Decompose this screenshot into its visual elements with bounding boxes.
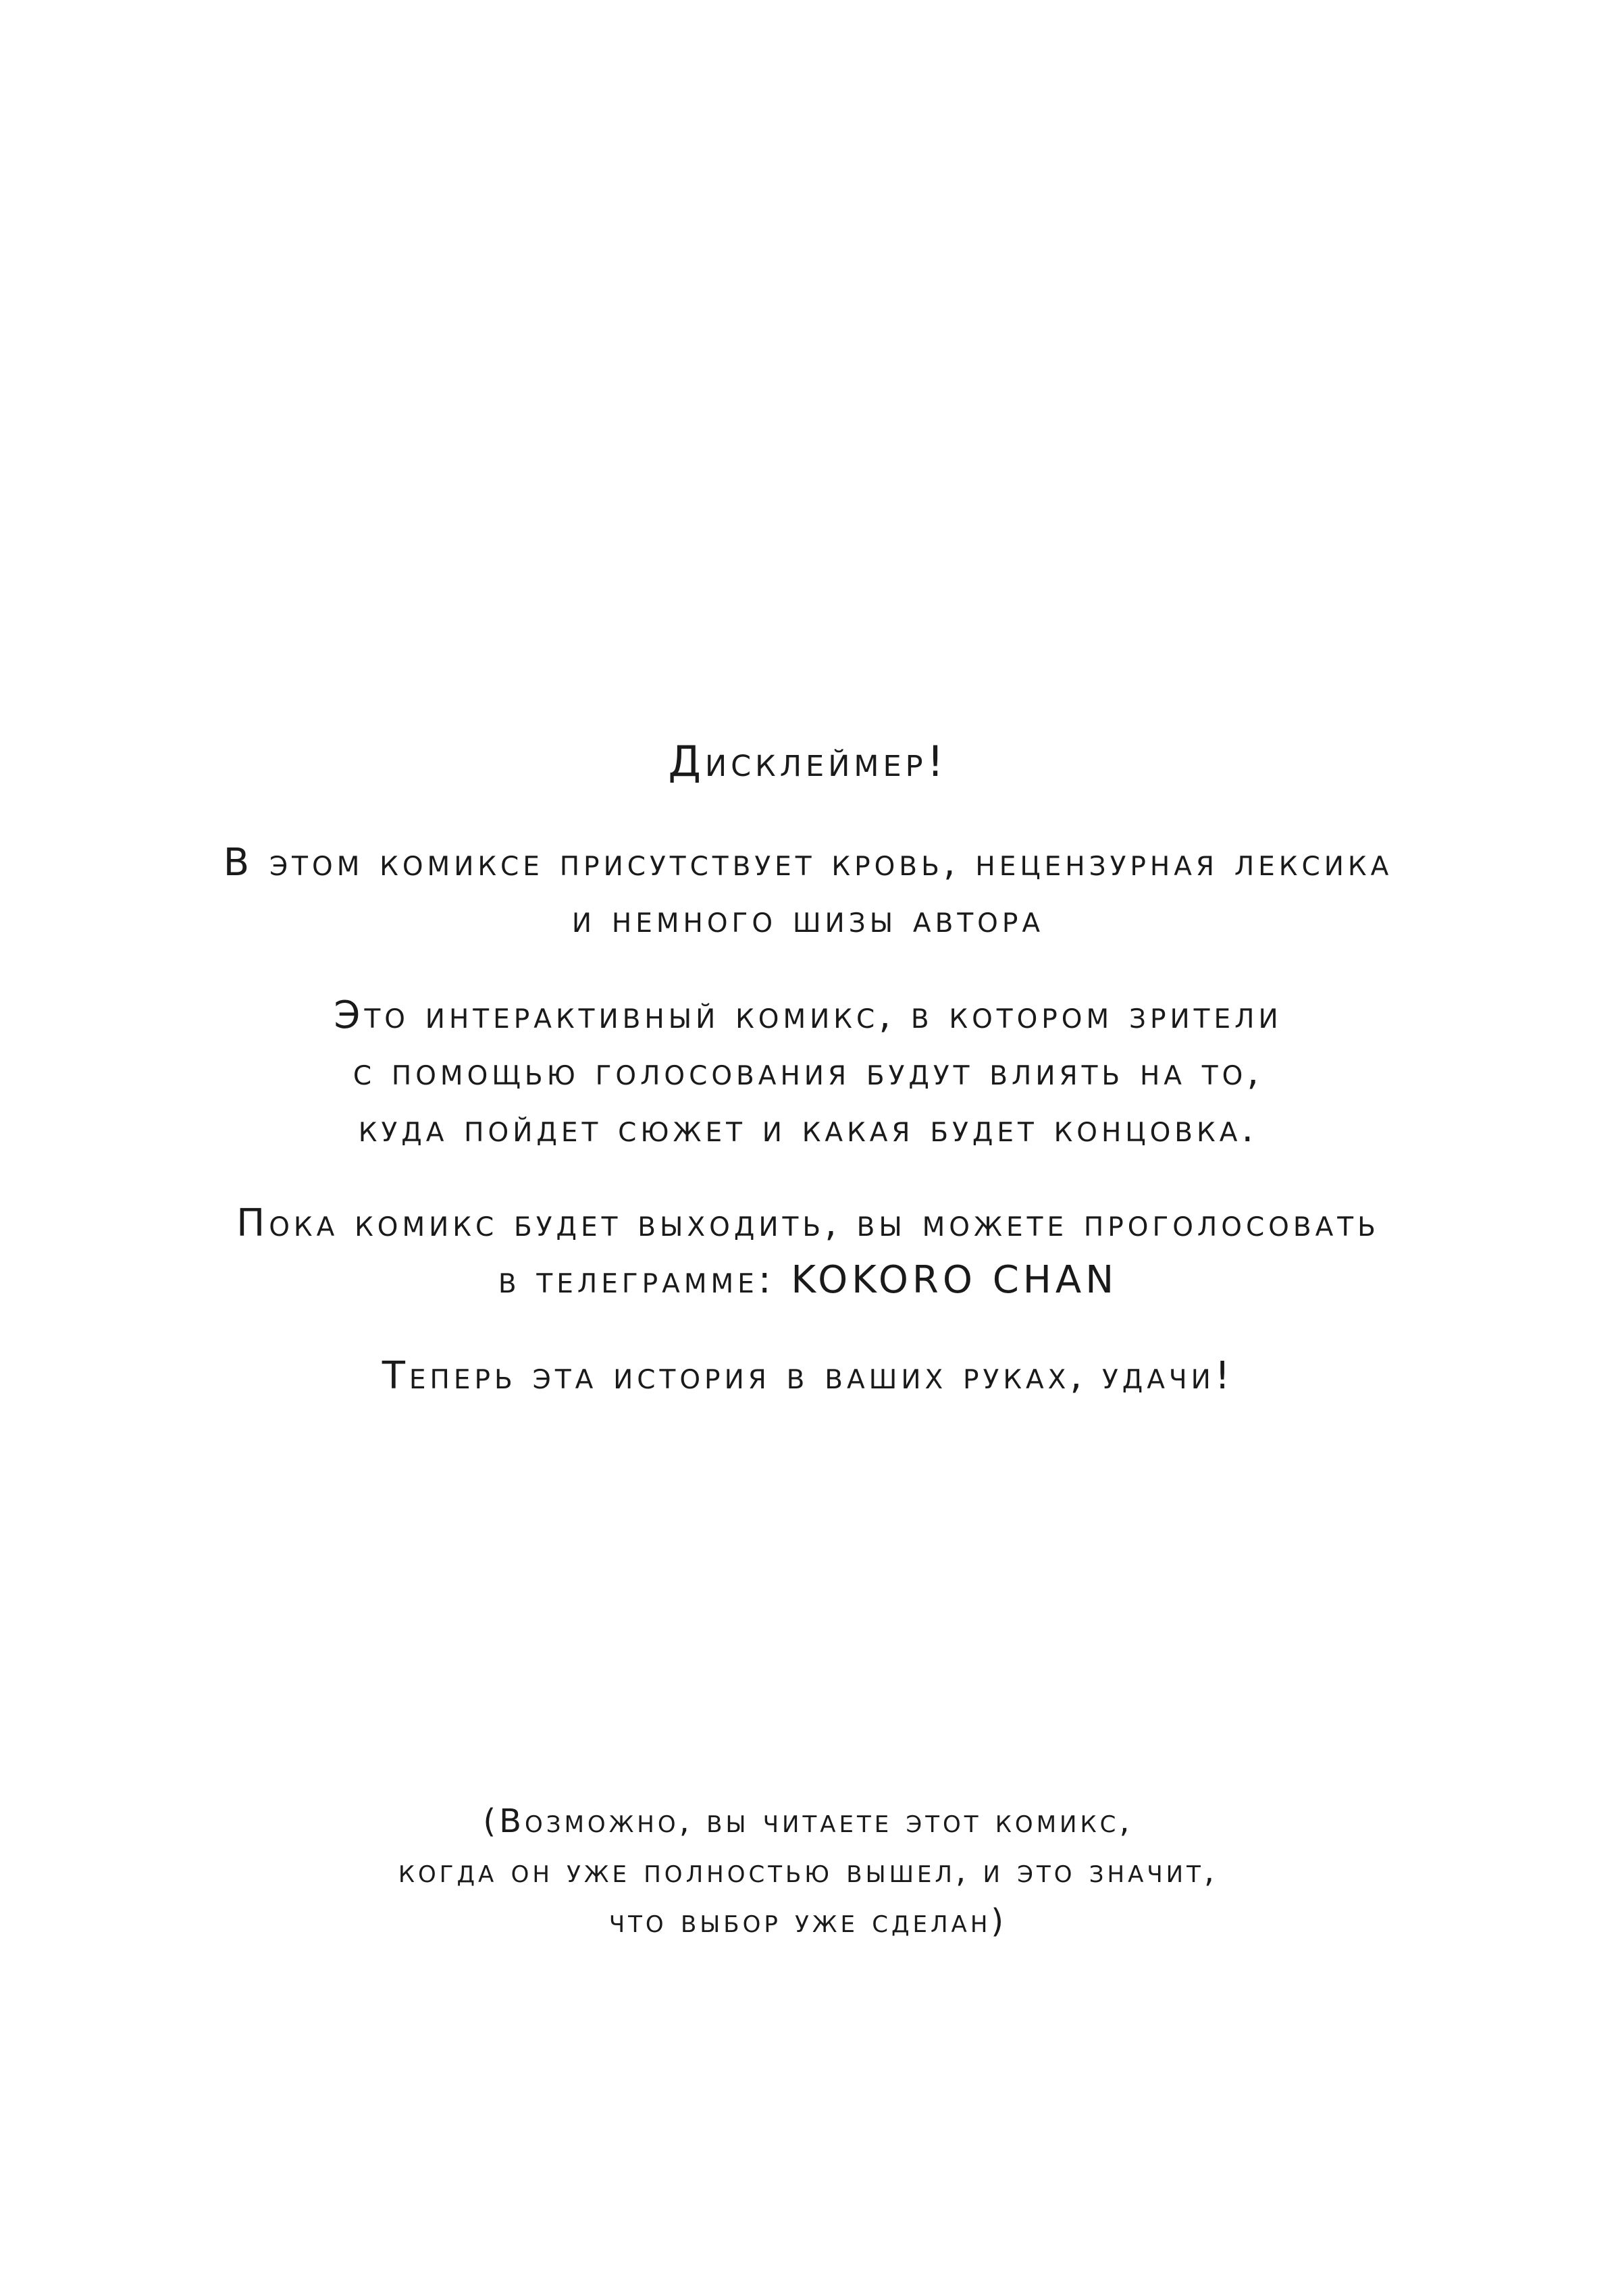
disclaimer-title — [0, 735, 1616, 789]
content-warning-paragraph — [0, 835, 1616, 948]
paragraph-line: Пока комикс будет выходить, вы можете проголосовать — [236, 1201, 1380, 1245]
footnote-line: что выбор уже сделан) — [608, 1902, 1008, 1940]
disclaimer-title-text: Дисклеймер! — [668, 737, 948, 786]
interactive-info-paragraph — [0, 987, 1616, 1157]
good-luck-paragraph — [0, 1348, 1616, 1405]
paragraph-line: В этом комиксе присутствует кровь, нецензурная лексика — [223, 841, 1393, 885]
paragraph-line: Это интерактивный комикс, в котором зрители — [334, 993, 1282, 1037]
paragraph-line: Теперь эта история в ваших руках, удачи! — [382, 1354, 1234, 1398]
footnote-line: когда он уже полностью вышел, и это значит, — [398, 1852, 1218, 1890]
voting-info-paragraph — [0, 1195, 1616, 1309]
footnote-line: (Возможно, вы читаете этот комикс, — [483, 1802, 1133, 1840]
paragraph-line: с помощью голосования будут влиять на то, — [353, 1050, 1263, 1094]
footnote — [0, 1796, 1616, 1946]
paragraph-line: в телеграмме: KOKORO CHAN — [498, 1258, 1118, 1302]
paragraph-line: куда пойдет сюжет и какая будет концовка. — [358, 1107, 1258, 1151]
paragraph-line: и немного шизы автора — [571, 897, 1045, 941]
